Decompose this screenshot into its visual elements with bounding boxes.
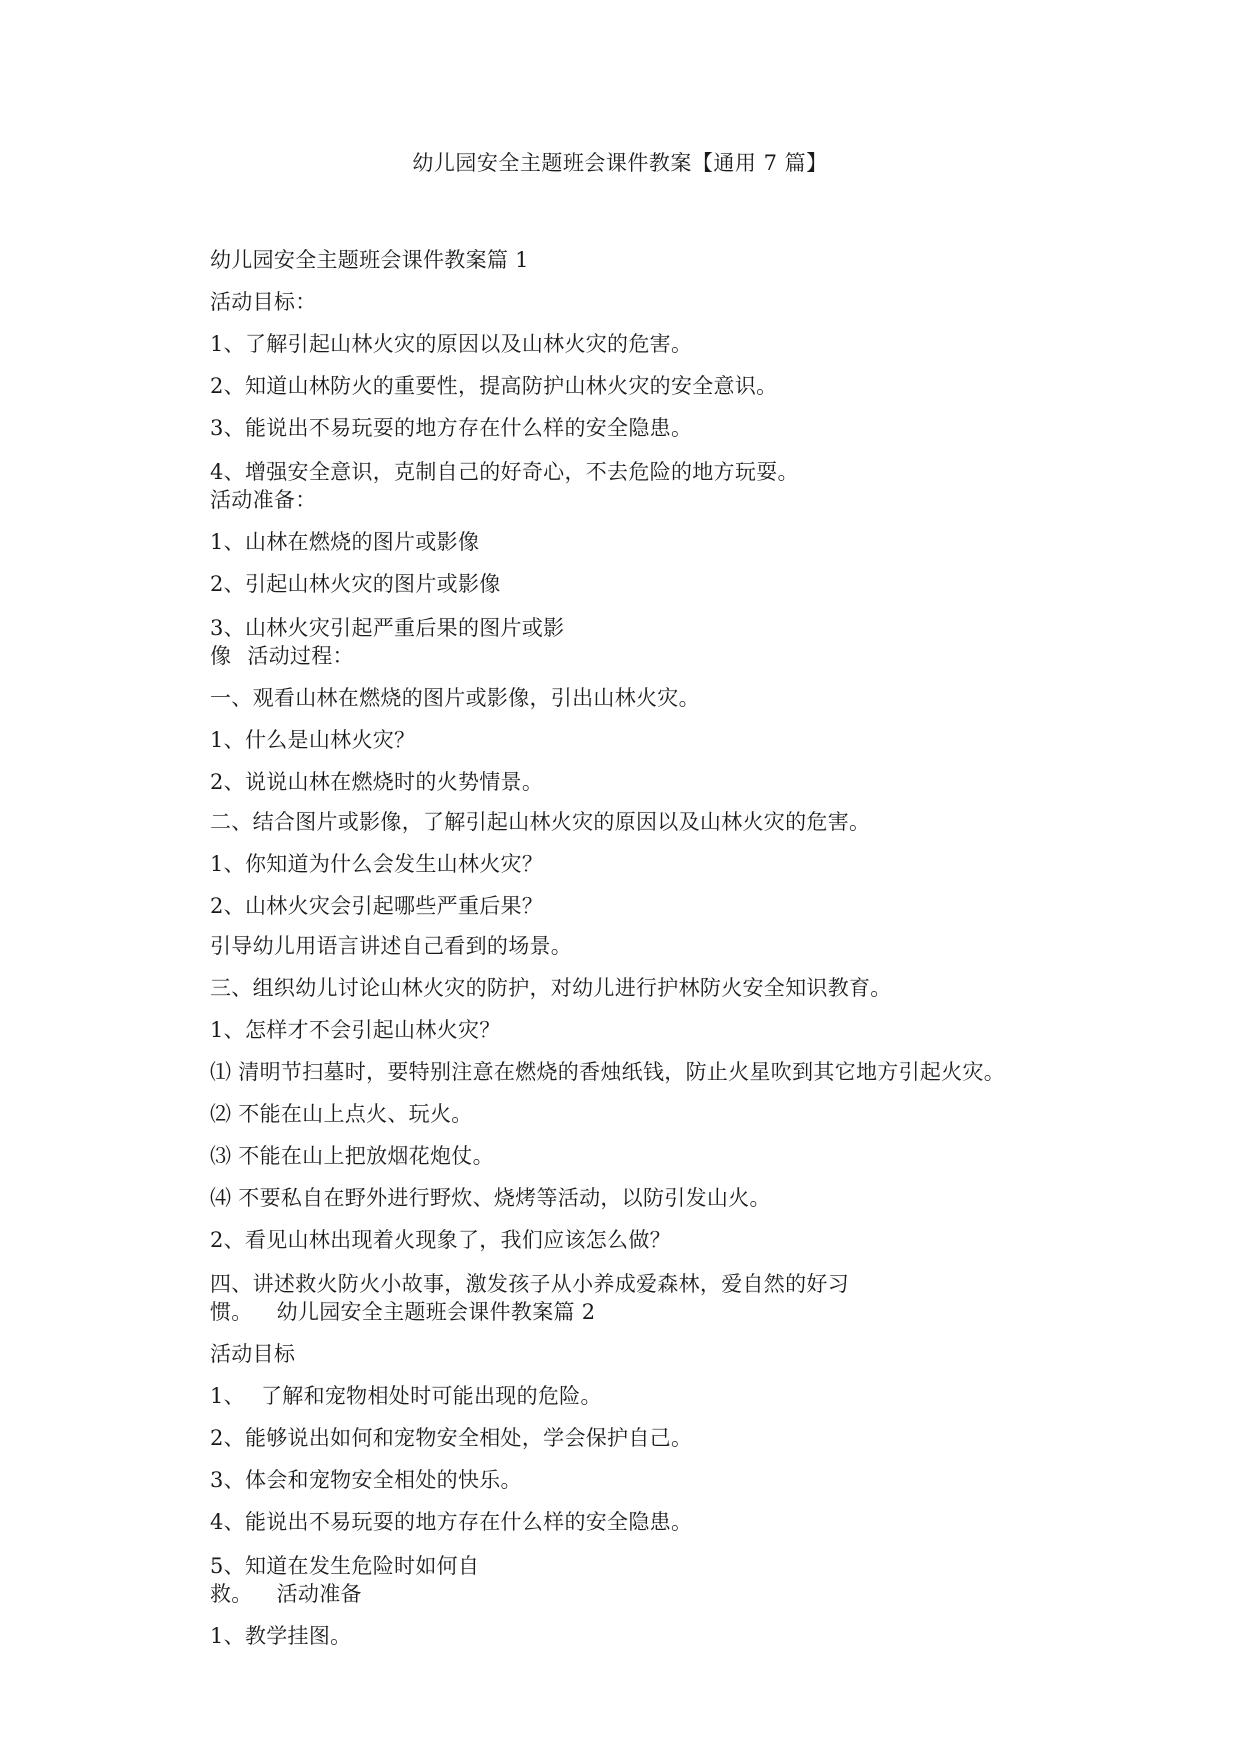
paragraph: 4、增强安全意识，克制自己的好奇心，不去危险的地方玩耍。 — [210, 460, 799, 484]
paragraph: 二、结合图片或影像，了解引起山林火灾的原因以及山林火灾的危害。 — [210, 810, 871, 834]
subheading: 活动目标： — [210, 290, 317, 314]
paragraph: 2、山林火灾会引起哪些严重后果？ — [210, 894, 544, 918]
paragraph: 三、组织幼儿讨论山林火灾的防护，对幼儿进行护林防火安全知识教育。 — [210, 976, 892, 1000]
paragraph: 引导幼儿用语言讲述自己看到的场景。 — [210, 934, 573, 958]
document-body — [210, 246, 1070, 1650]
paragraph: ⑵ 不能在山上点火、玩火。 — [210, 1102, 473, 1126]
subheading: 活动目标 — [210, 1342, 296, 1366]
paragraph: 一、观看山林在燃烧的图片或影像，引出山林火灾。 — [210, 686, 700, 710]
paragraph: 3、能说出不易玩耍的地方存在什么样的安全隐患。 — [210, 416, 693, 440]
subheading: 活动准备： — [210, 488, 317, 512]
paragraph: 2、能够说出如何和宠物安全相处，学会保护自己。 — [210, 1426, 693, 1450]
document-title: 幼儿园安全主题班会课件教案【通用 7 篇】 — [412, 151, 828, 175]
list-number: 1、 — [210, 1384, 245, 1408]
paragraph: 2、引起山林火灾的图片或影像 — [210, 572, 501, 596]
paragraph: 3、体会和宠物安全相处的快乐。 — [210, 1468, 522, 1492]
paragraph: 3、山林火灾引起严重后果的图片或影 — [210, 616, 565, 640]
paragraph: 四、讲述救火防火小故事，激发孩子从小养成爱森林，爱自然的好习 — [210, 1272, 849, 1296]
paragraph: 5、知道在发生危险时如何自 — [210, 1554, 480, 1578]
paragraph: 1、你知道为什么会发生山林火灾？ — [210, 852, 544, 876]
paragraph: ⑶ 不能在山上把放烟花炮仗。 — [210, 1144, 494, 1168]
paragraph-wrap — [210, 1298, 1070, 1326]
paragraph-fragment: 像 — [210, 644, 232, 668]
paragraph: 1、教学挂图。 — [210, 1624, 352, 1648]
paragraph-fragment: 惯。 — [210, 1300, 253, 1324]
paragraph-wrap — [210, 1580, 1070, 1608]
paragraph-fragment: 了解和宠物相处时可能出现的危险。 — [260, 1384, 602, 1408]
paragraph: 1、什么是山林火灾？ — [210, 728, 416, 752]
paragraph: 1、山林在燃烧的图片或影像 — [210, 530, 480, 554]
subheading: 活动准备 — [276, 1582, 362, 1606]
paragraph: 2、看见山林出现着火现象了，我们应该怎么做？ — [210, 1228, 671, 1252]
subheading: 活动过程： — [247, 644, 354, 668]
paragraph: ⑴ 清明节扫墓时，要特别注意在燃烧的香烛纸钱，防止火星吹到其它地方引起火灾。 — [210, 1060, 1006, 1084]
paragraph-wrap — [210, 1382, 1070, 1410]
paragraph: 2、知道山林防火的重要性，提高防护山林火灾的安全意识。 — [210, 374, 778, 398]
paragraph-wrap — [210, 642, 1070, 670]
section-heading: 幼儿园安全主题班会课件教案篇 2 — [276, 1300, 596, 1324]
section-heading: 幼儿园安全主题班会课件教案篇 1 — [210, 248, 529, 272]
paragraph: 1、怎样才不会引起山林火灾？ — [210, 1018, 501, 1042]
paragraph: 2、说说山林在燃烧时的火势情景。 — [210, 770, 544, 794]
paragraph: 4、能说出不易玩耍的地方存在什么样的安全隐患。 — [210, 1510, 693, 1534]
paragraph: ⑷ 不要私自在野外进行野炊、烧烤等活动，以防引发山火。 — [210, 1186, 771, 1210]
paragraph: 1、了解引起山林火灾的原因以及山林火灾的危害。 — [210, 332, 693, 356]
paragraph-fragment: 救。 — [210, 1582, 253, 1606]
